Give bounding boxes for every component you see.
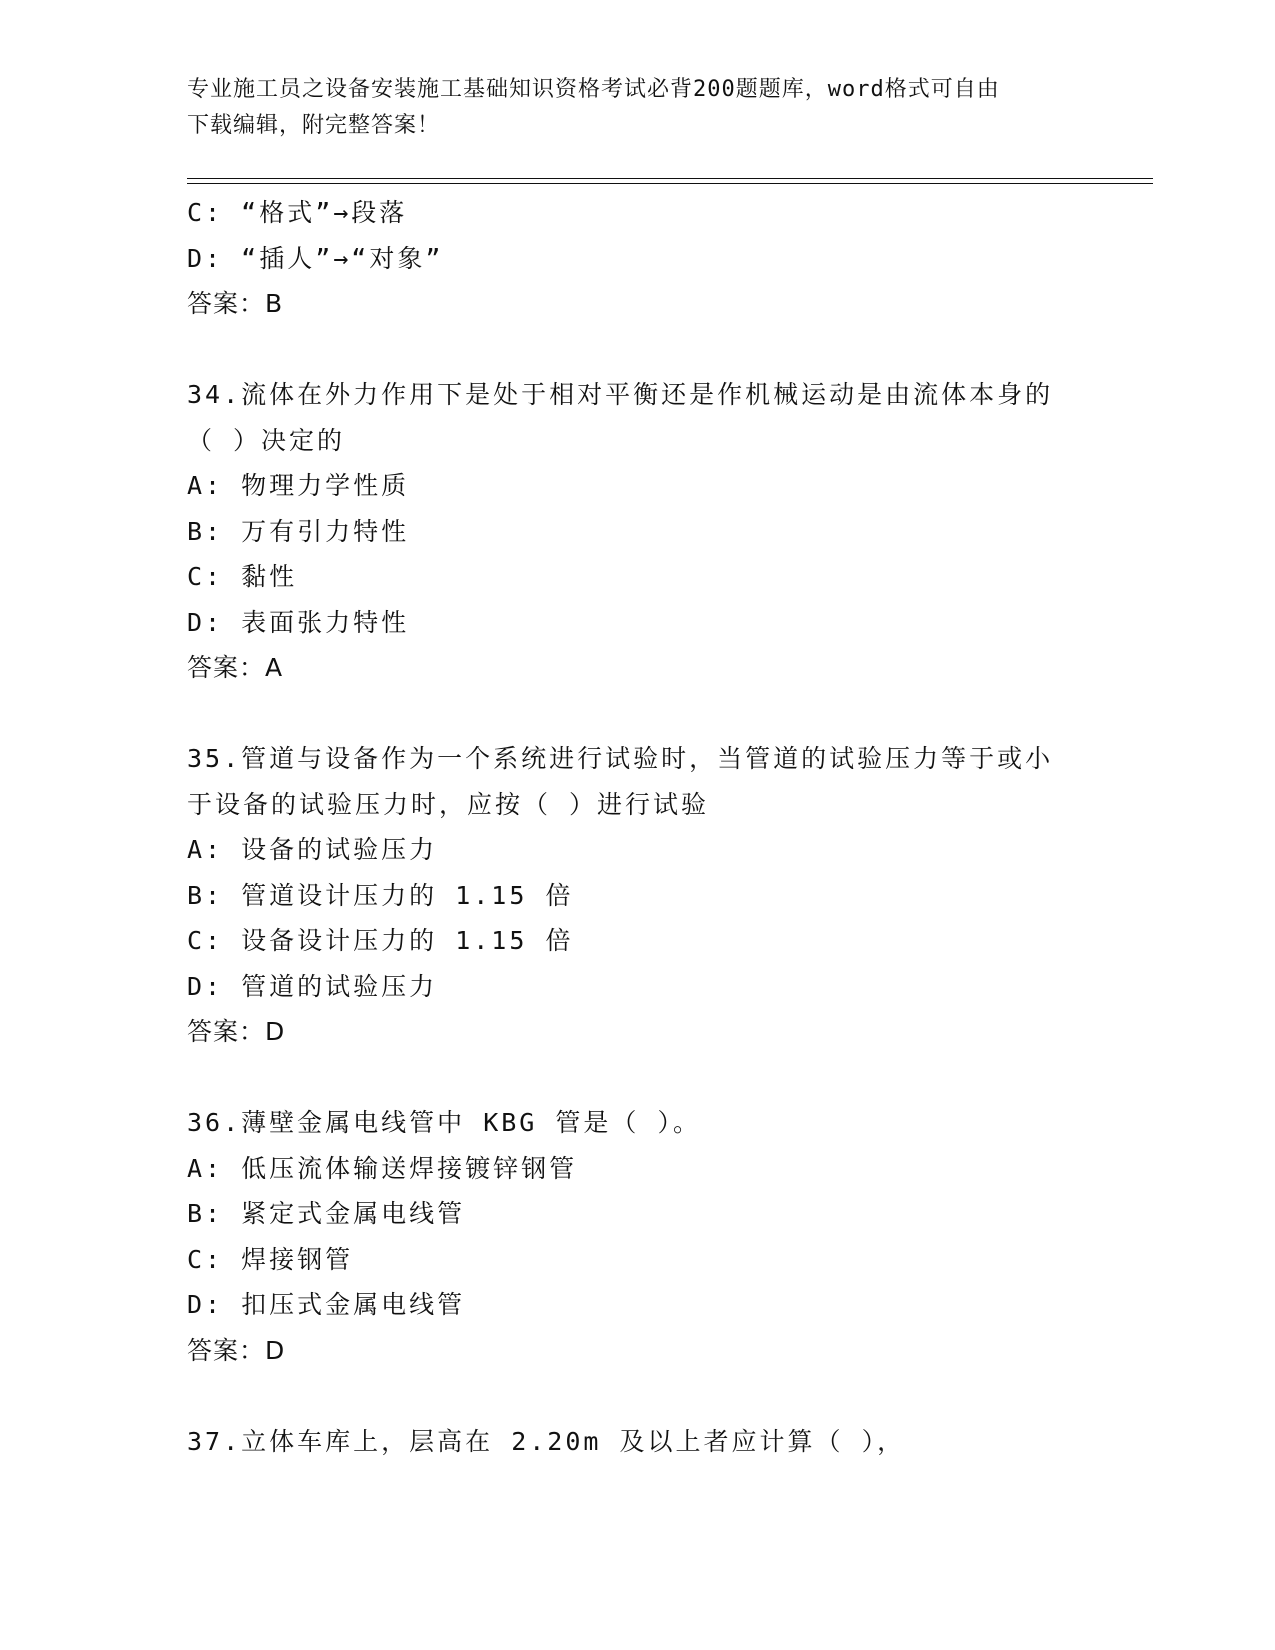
option-b: B: 紧定式金属电线管 <box>187 1199 466 1228</box>
option-d: D: 扣压式金属电线管 <box>187 1290 466 1319</box>
spacer <box>187 1055 1087 1101</box>
option-b: B: 万有引力特性 <box>187 516 410 546</box>
question-37 <box>187 1419 1087 1465</box>
question-stem: 35.管道与设备作为一个系统进行试验时，当管道的试验压力等于或小 <box>187 744 1054 773</box>
header-line-1: 专业施工员之设备安装施工基础知识资格考试必背200题题库，word格式可自由 <box>187 77 1000 102</box>
option-a: A: 设备的试验压力 <box>187 835 438 864</box>
option-d: D: 管道的试验压力 <box>187 971 438 1001</box>
question-stem-cont: 于设备的试验压力时，应按（ ）进行试验 <box>187 789 710 819</box>
question-stem: 37.立体车库上，层高在 2.20m 及以上者应计算（ ）， <box>187 1426 906 1456</box>
option-c: C: 黏性 <box>187 562 298 591</box>
option-c: C: 焊接钢管 <box>187 1244 354 1274</box>
answer: 答案：D <box>187 1017 286 1046</box>
question-33 <box>187 190 1087 327</box>
option-b: B: 管道设计压力的 1.15 倍 <box>187 880 574 910</box>
option-c: C: 设备设计压力的 1.15 倍 <box>187 926 574 955</box>
spacer <box>187 1373 1087 1419</box>
header-rule-top <box>187 178 1153 179</box>
question-list <box>187 190 1087 1464</box>
spacer <box>187 327 1087 373</box>
question-stem: 36.薄壁金属电线管中 KBG 管是（ ）。 <box>187 1108 701 1137</box>
question-34 <box>187 372 1087 691</box>
option-c: C: “格式”→段落 <box>187 198 408 227</box>
question-35 <box>187 736 1087 1055</box>
answer: 答案：D <box>187 1335 286 1365</box>
answer: 答案：A <box>187 653 284 682</box>
header-line-2: 下载编辑，附完整答案！ <box>187 113 441 138</box>
question-stem-cont: （ ）决定的 <box>187 425 346 455</box>
question-stem: 34.流体在外力作用下是处于相对平衡还是作机械运动是由流体本身的 <box>187 380 1054 409</box>
question-36 <box>187 1100 1087 1373</box>
option-a: A: 物理力学性质 <box>187 471 410 500</box>
option-d: D: “插人”→“对象” <box>187 243 444 273</box>
option-d: D: 表面张力特性 <box>187 607 410 637</box>
option-a: A: 低压流体输送焊接镀锌钢管 <box>187 1153 578 1183</box>
header-rule-bottom <box>187 183 1153 184</box>
document-header <box>187 72 1067 144</box>
spacer <box>187 691 1087 737</box>
answer: 答案：B <box>187 289 284 318</box>
